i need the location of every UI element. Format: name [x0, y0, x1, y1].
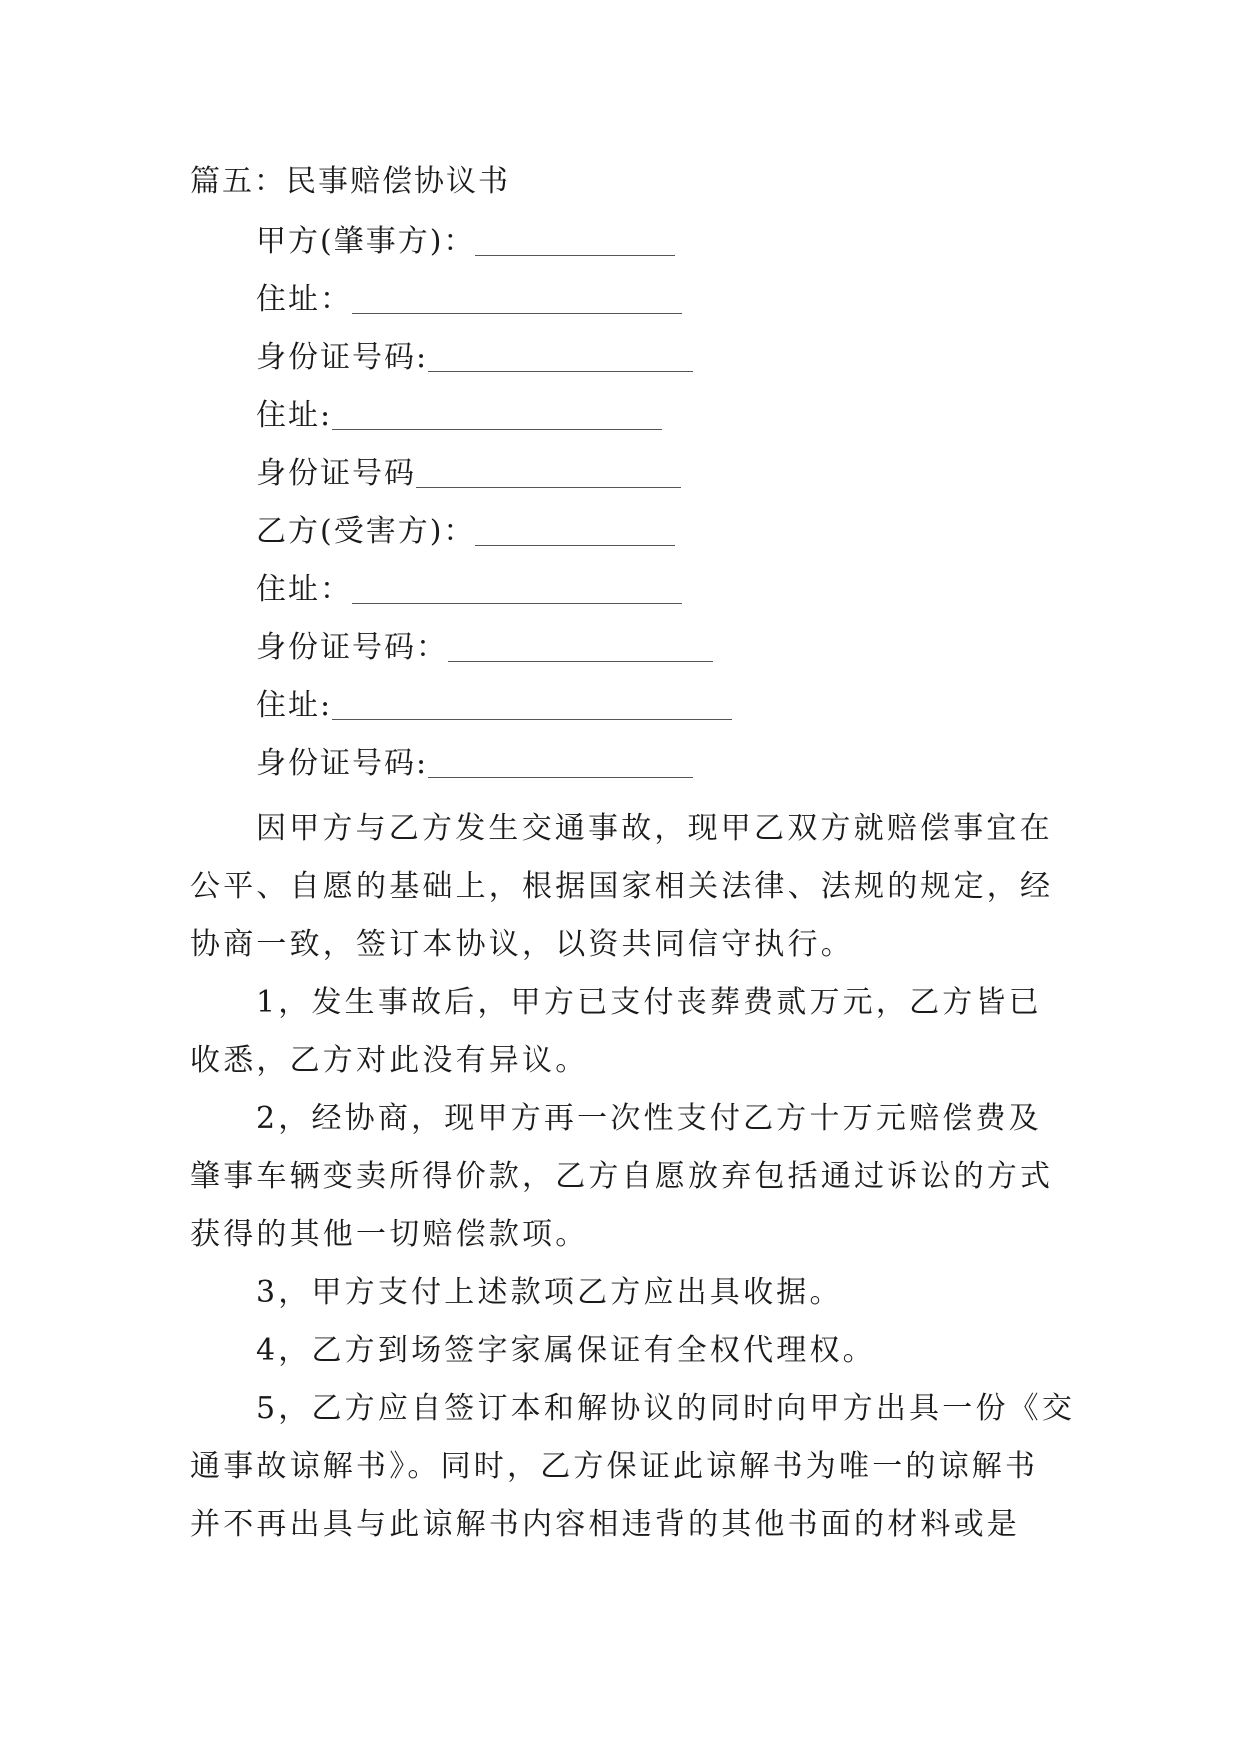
paragraph-line: 2，经协商，现甲方再一次性支付乙方十万元赔偿费及	[256, 1101, 1042, 1136]
paragraph-line: 公平、自愿的基础上，根据国家相关法律、法规的规定，经	[190, 869, 1054, 904]
party-b-name-field	[256, 512, 675, 552]
party-a-id-2-field	[256, 454, 681, 494]
blank-line	[428, 371, 693, 372]
party-a-address-2-field	[256, 396, 662, 436]
blank-line	[416, 487, 681, 488]
party-b-id-field	[256, 628, 713, 668]
paragraph-clause-3	[190, 1264, 1060, 1322]
blank-line	[448, 661, 713, 662]
paragraph-line: 收悉，乙方对此没有异议。	[190, 1043, 589, 1078]
paragraph-clause-4	[190, 1322, 1060, 1380]
paragraph-line: 协商一致，签订本协议，以资共同信守执行。	[190, 927, 854, 962]
field-label: 住址：	[256, 572, 352, 607]
paragraph-line: 肇事车辆变卖所得价款，乙方自愿放弃包括通过诉讼的方式	[190, 1159, 1054, 1194]
party-a-name-field	[256, 222, 675, 262]
field-label: 甲方(肇事方)：	[256, 224, 476, 259]
blank-line	[475, 545, 675, 546]
party-a-address-field	[256, 280, 682, 320]
document-title: 篇五：民事赔偿协议书	[190, 164, 510, 199]
paragraph-clause-2	[190, 1090, 1060, 1264]
field-label: 住址：	[256, 282, 352, 317]
paragraph-line: 通事故谅解书》。同时，乙方保证此谅解书为唯一的谅解书	[190, 1449, 1039, 1484]
paragraph-line: 获得的其他一切赔偿款项。	[190, 1217, 589, 1252]
paragraph-line: 并不再出具与此谅解书内容相违背的其他书面的材料或是	[190, 1507, 1020, 1542]
paragraph-clause-5	[190, 1380, 1076, 1554]
blank-line	[332, 719, 732, 720]
blank-line	[428, 777, 693, 778]
party-a-id-field	[256, 338, 693, 378]
field-label: 住址:	[256, 688, 333, 723]
party-b-id-2-field	[256, 744, 693, 784]
paragraph-line: 4，乙方到场签字家属保证有全权代理权。	[256, 1333, 876, 1368]
field-label: 身份证号码:	[256, 746, 429, 781]
paragraph-line: 3，甲方支付上述款项乙方应出具收据。	[256, 1275, 843, 1310]
blank-line	[352, 603, 682, 604]
field-label: 身份证号码：	[256, 630, 448, 665]
paragraph-preamble	[190, 800, 1060, 974]
blank-line	[352, 313, 682, 314]
blank-line	[332, 429, 662, 430]
party-b-address-field	[256, 570, 682, 610]
field-label: 住址:	[256, 398, 333, 433]
field-label: 乙方(受害方)：	[256, 514, 476, 549]
paragraph-line: 1，发生事故后，甲方已支付丧葬费贰万元，乙方皆已	[256, 985, 1042, 1020]
paragraph-line: 因甲方与乙方发生交通事故，现甲乙双方就赔偿事宜在	[256, 811, 1053, 846]
blank-line	[475, 255, 675, 256]
field-label: 身份证号码:	[256, 340, 429, 375]
field-label: 身份证号码	[256, 456, 416, 491]
paragraph-line: 5，乙方应自签订本和解协议的同时向甲方出具一份《交	[256, 1391, 1076, 1426]
paragraph-clause-1	[190, 974, 1060, 1090]
party-b-address-2-field	[256, 686, 732, 726]
